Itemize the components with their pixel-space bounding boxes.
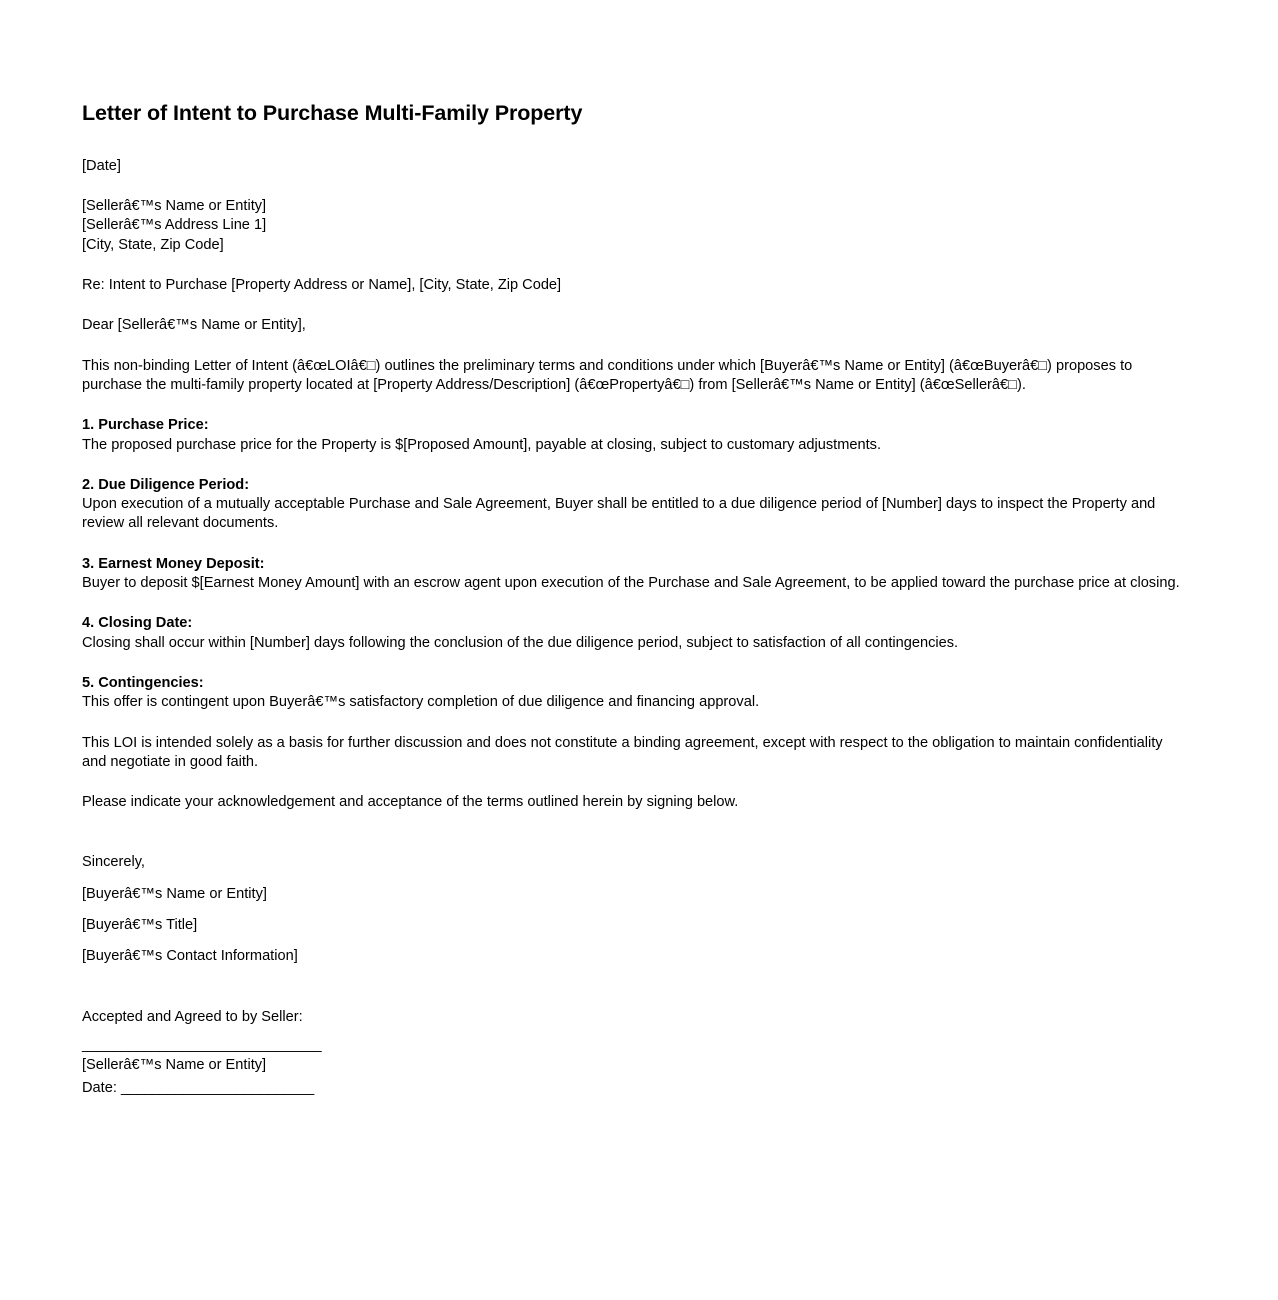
recipient-address-block <box>82 197 1180 255</box>
section-purchase-price <box>82 416 1180 455</box>
recipient-city-state-zip: [City, State, Zip Code] <box>82 236 224 253</box>
section-body: Closing shall occur within [Number] days following the conclusion of the due diligence period, subject to satisfaction of all contingencies. <box>82 634 959 651</box>
section-heading: 4. Closing Date: <box>82 615 193 632</box>
date-placeholder: [Date] <box>82 157 121 174</box>
section-closing-date <box>82 614 1180 653</box>
seller-signature-line[interactable]: _______________________________ <box>82 1036 322 1053</box>
page-title: Letter of Intent to Purchase Multi-Family Property <box>82 101 583 125</box>
seller-name-label: [Sellerâ€™s Name or Entity] <box>82 1057 267 1074</box>
non-binding-paragraph: This LOI is intended solely as a basis for further discussion and does not constitute a binding agreement, except with respect to the obligation to maintain confidentiality and negotiate in good faith. <box>82 734 1163 770</box>
salutation: Dear [Sellerâ€™s Name or Entity], <box>82 317 306 334</box>
closing-salutation: Sincerely, <box>82 854 145 871</box>
section-contingencies <box>82 674 1180 713</box>
acknowledgement-paragraph: Please indicate your acknowledgement and acceptance of the terms outlined herein by signing below. <box>82 794 739 811</box>
recipient-name: [Sellerâ€™s Name or Entity] <box>82 198 267 215</box>
section-body: This offer is contingent upon Buyerâ€™s satisfactory completion of due diligence and financing approval. <box>82 694 760 711</box>
buyer-title: [Buyerâ€™s Title] <box>82 917 198 933</box>
section-heading: 5. Contingencies: <box>82 674 204 691</box>
recipient-address-line-1: [Sellerâ€™s Address Line 1] <box>82 217 267 234</box>
section-heading: 2. Due Diligence Period: <box>82 476 250 493</box>
acceptance-block <box>82 1008 1180 1099</box>
intro-paragraph: This non-binding Letter of Intent (â€œLOIâ€□) outlines the preliminary terms and conditions under which [Buyerâ€™s Name or Entity] (â€œBuyerâ€□) proposes to purchase the multi-family property located at [Property Address/Description] (â€œPropertyâ€□) from [Sellerâ€™s Name or Entity] (â€œSellerâ€□). <box>82 357 1133 393</box>
section-due-diligence-period <box>82 476 1180 534</box>
subject-line: Re: Intent to Purchase [Property Address or Name], [City, State, Zip Code] <box>82 277 562 294</box>
date-label: Date: <box>82 1080 121 1097</box>
buyer-name: [Buyerâ€™s Name or Entity] <box>82 885 267 902</box>
acceptance-label: Accepted and Agreed to by Seller: <box>82 1008 303 1025</box>
section-body: Buyer to deposit $[Earnest Money Amount] with an escrow agent upon execution of the Purchase and Sale Agreement, to be applied toward the purchase price at closing. <box>82 575 1180 592</box>
section-heading: 3. Earnest Money Deposit: <box>82 555 265 572</box>
section-earnest-money-deposit <box>82 555 1180 594</box>
buyer-contact-information: [Buyerâ€™s Contact Information] <box>82 948 298 965</box>
section-heading: 1. Purchase Price: <box>82 417 209 434</box>
sign-off-block <box>82 853 1180 966</box>
date-signature-line[interactable]: _________________________ <box>120 1080 314 1097</box>
section-body: Upon execution of a mutually acceptable Purchase and Sale Agreement, Buyer shall be entitled to a due diligence period of [Number] days to inspect the Property and review all relevant documents. <box>82 496 1156 532</box>
section-body: The proposed purchase price for the Property is $[Proposed Amount], payable at closing, subject to customary adjustments. <box>82 436 882 453</box>
date-signature-row <box>82 1079 1180 1098</box>
